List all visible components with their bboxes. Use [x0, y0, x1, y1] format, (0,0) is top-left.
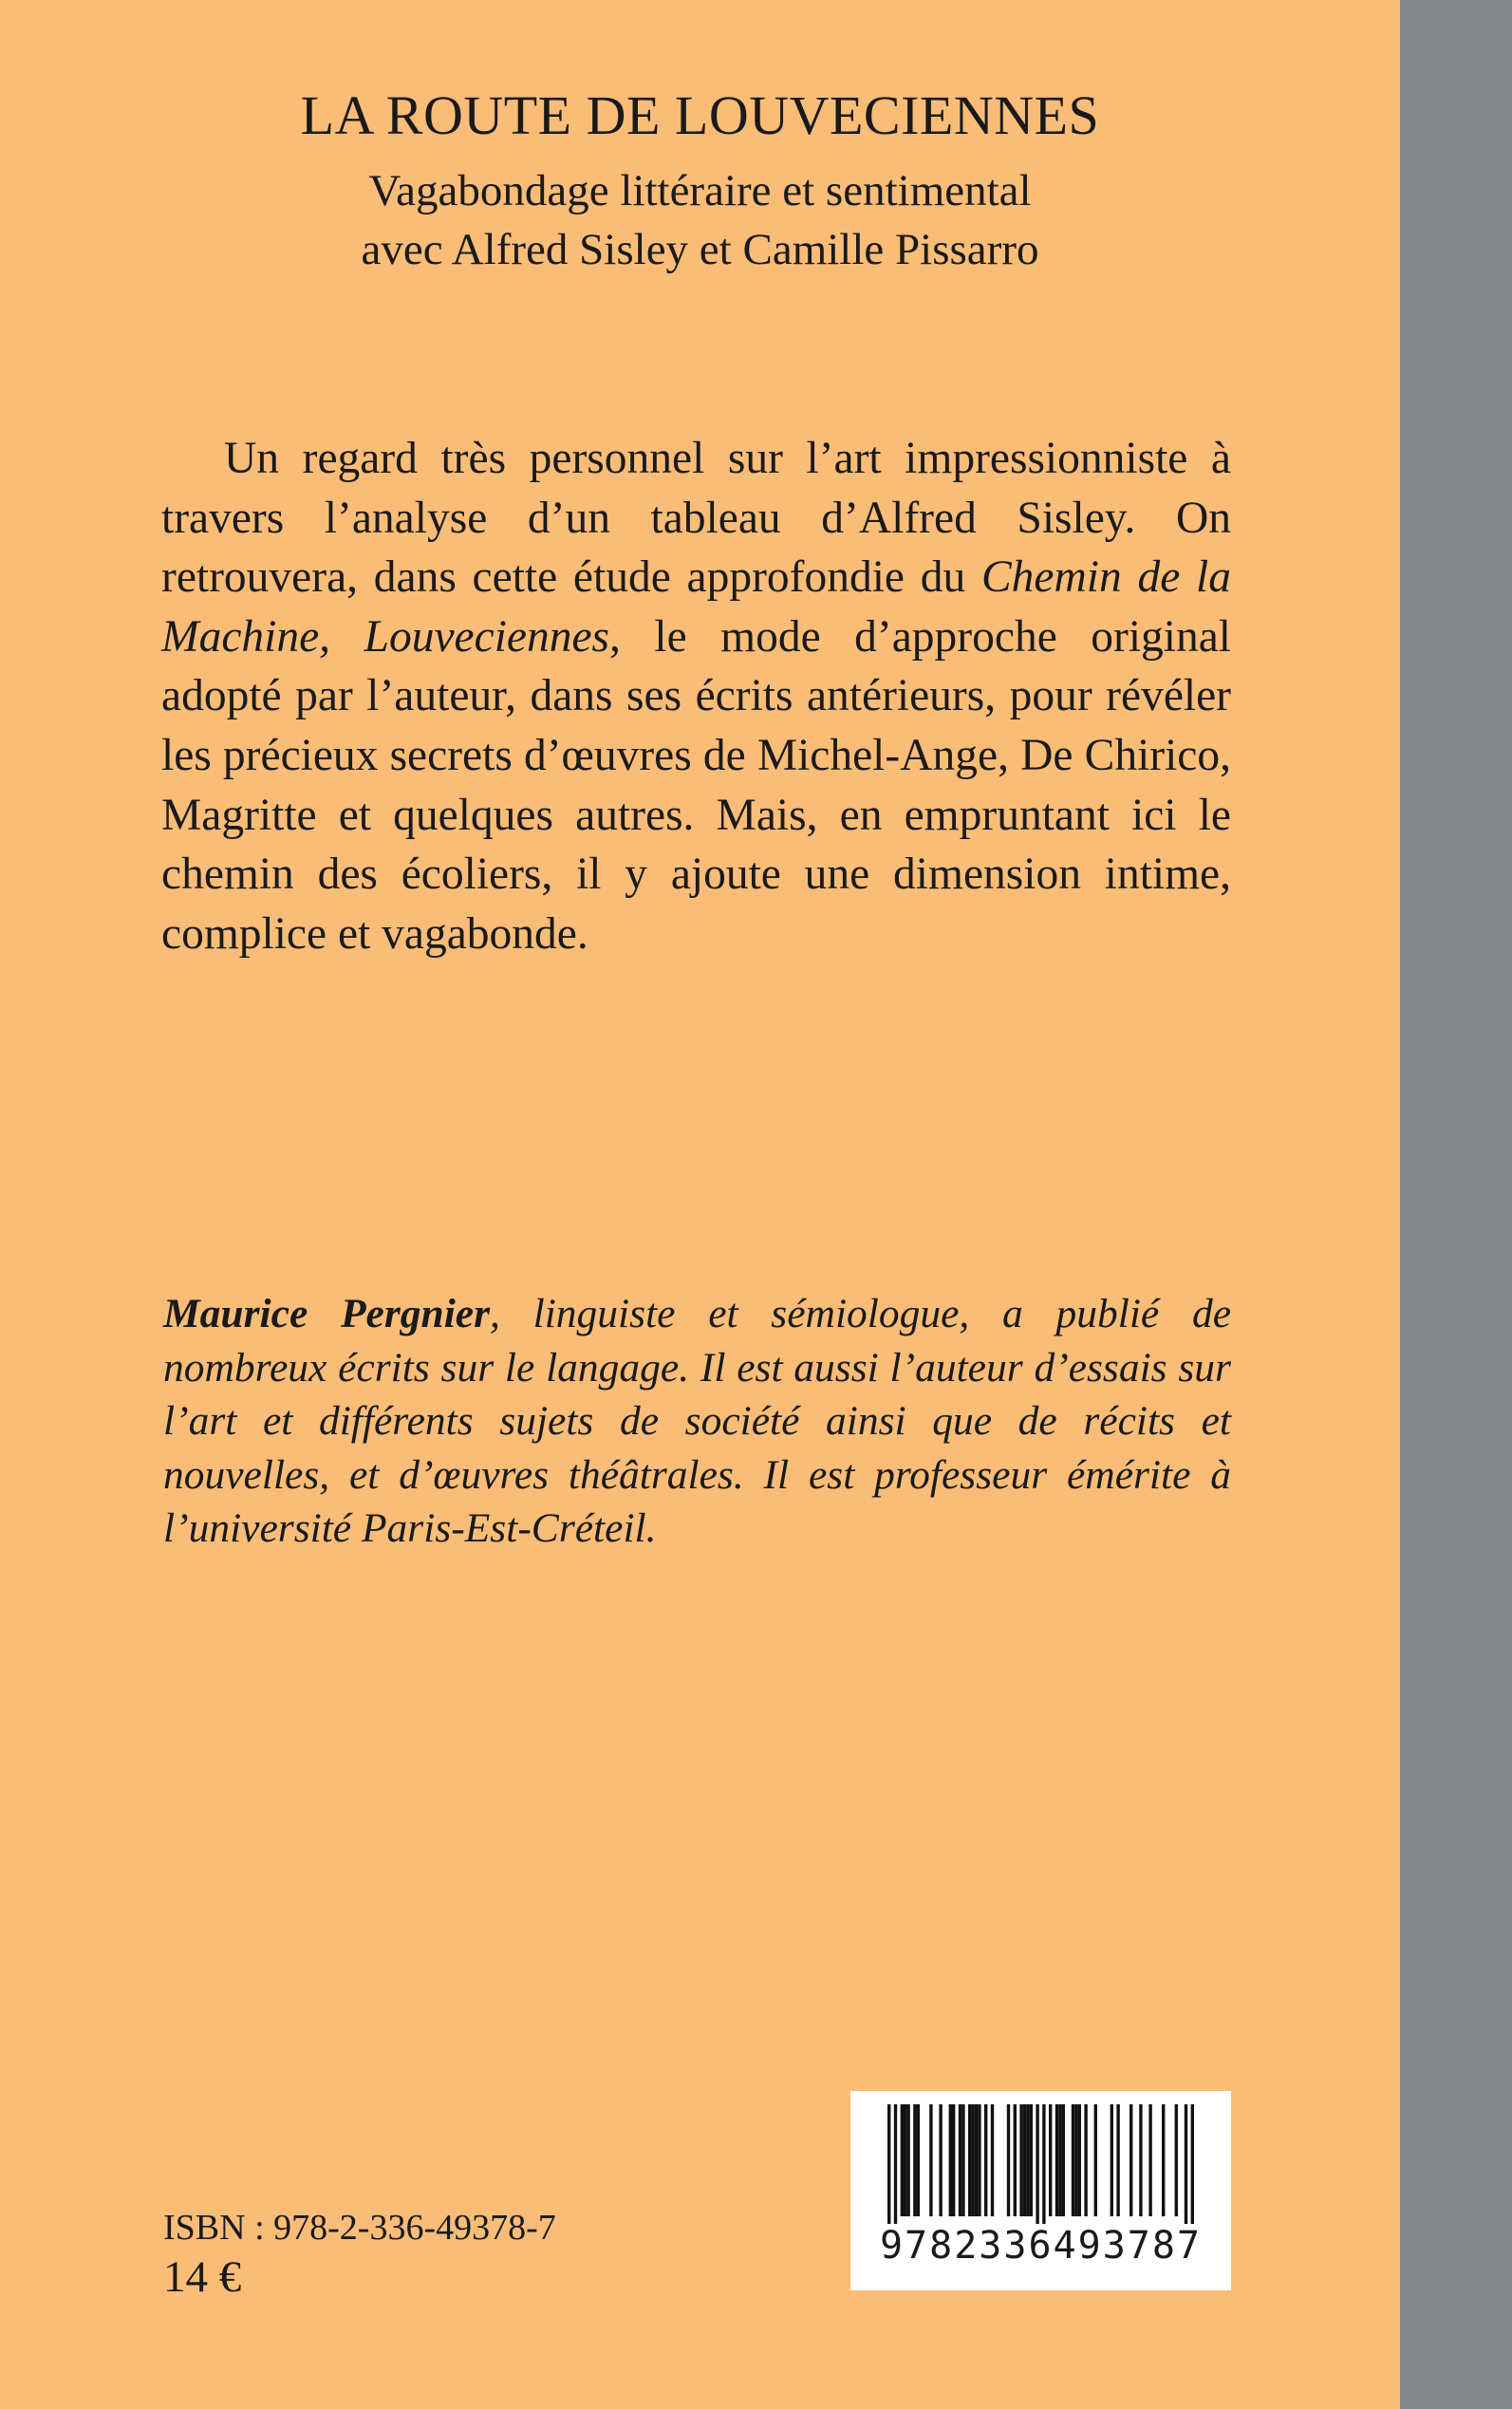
- author-name: Maurice Pergnier: [163, 1291, 491, 1336]
- subtitle-line-2: avec Alfred Sisley et Camille Pissarro: [361, 225, 1039, 274]
- barcode-bar: [1084, 2104, 1087, 2216]
- barcode-bar: [1036, 2104, 1038, 2224]
- barcode-bar: [1129, 2104, 1132, 2216]
- spine-strip: [1400, 0, 1512, 2409]
- barcode-bar: [1162, 2104, 1165, 2216]
- barcode-bars: [850, 2091, 1231, 2224]
- barcode-bar: [1055, 2104, 1058, 2216]
- barcode-bar: [894, 2104, 897, 2224]
- barcode-bar: [949, 2104, 952, 2216]
- barcode-bar: [906, 2104, 909, 2216]
- barcode-bar: [913, 2104, 916, 2216]
- barcode-bar: [1175, 2104, 1178, 2216]
- barcode-bar: [1062, 2104, 1065, 2216]
- barcode-bar: [1116, 2104, 1119, 2216]
- price-label: 14 €: [163, 2252, 242, 2302]
- barcode-bar: [971, 2104, 974, 2216]
- barcode-bar: [1023, 2104, 1026, 2216]
- barcode-bar: [975, 2104, 978, 2216]
- barcode-bar: [1049, 2104, 1052, 2216]
- barcode-bar: [952, 2104, 955, 2216]
- barcode-bar: [1030, 2104, 1033, 2216]
- barcode-bar: [984, 2104, 987, 2216]
- barcode-bar: [939, 2104, 942, 2216]
- barcode-bar: [991, 2104, 994, 2216]
- barcode-bar: [1007, 2104, 1010, 2216]
- barcode-bar: [1014, 2104, 1017, 2216]
- book-title: LA ROUTE DE LOUVECIENNES: [300, 84, 1100, 146]
- painting-title: Chemin de la Machine, Louveciennes: [161, 552, 1231, 662]
- barcode-bar: [1042, 2104, 1045, 2224]
- barcode-bar: [961, 2104, 964, 2216]
- barcode: [850, 2091, 1231, 2290]
- barcode-bar: [959, 2104, 961, 2216]
- author-bio: [163, 1287, 1231, 1556]
- barcode-bar: [1191, 2104, 1194, 2224]
- barcode-bar: [904, 2104, 906, 2216]
- barcode-bar: [929, 2104, 932, 2216]
- barcode-bar: [978, 2104, 980, 2216]
- barcode-bar: [1185, 2104, 1187, 2224]
- barcode-bar: [1026, 2104, 1029, 2216]
- barcode-bar: [1139, 2104, 1142, 2216]
- barcode-bar: [887, 2104, 890, 2224]
- barcode-bar: [1148, 2104, 1151, 2216]
- barcode-bar: [1074, 2104, 1077, 2216]
- book-subtitle: [0, 161, 1400, 279]
- summary-text-1: Un regard très personnel sur l’art impressionniste à travers l’analyse d’un tableau d’Alfred Sisley. On retrouvera, dans cette étude approfondie du: [161, 434, 1231, 603]
- barcode-bar: [1078, 2104, 1081, 2216]
- barcode-bar: [1072, 2104, 1074, 2216]
- barcode-bar: [1111, 2104, 1113, 2216]
- summary-text-2: , le mode d’approche original adopté par l’auteur, dans ses écrits antérieurs, pour révéler les précieux secrets d’œuvres de Michel-Ange, De Chirico, Magritte et quelques autres. Mais, en empruntant ici le chemin des écoliers, il y ajoute une dimension intime, complice et vagabonde.: [161, 611, 1231, 959]
- barcode-bar: [1094, 2104, 1097, 2216]
- barcode-number: 9782336493787: [879, 2224, 1203, 2268]
- author-bio-text: , linguiste et sémiologue, a publié de nombreux écrits sur le langage. Il est aussi l’auteur d’essais sur l’art et différents sujets de société ainsi que de récits et nouvelles, et d’œuvres théâtrales. Il est professeur émérite à l’université Paris-Est-Créteil.: [163, 1291, 1231, 1552]
- barcode-bar: [917, 2104, 920, 2216]
- barcode-bar: [1019, 2104, 1022, 2216]
- summary-paragraph: [161, 429, 1231, 963]
- barcode-bar: [901, 2104, 904, 2216]
- isbn-label: ISBN : 978-2-336-49378-7: [163, 2208, 556, 2248]
- barcode-bar: [1058, 2104, 1061, 2216]
- barcode-bar: [968, 2104, 971, 2216]
- subtitle-line-1: Vagabondage littéraire et sentimental: [368, 166, 1032, 215]
